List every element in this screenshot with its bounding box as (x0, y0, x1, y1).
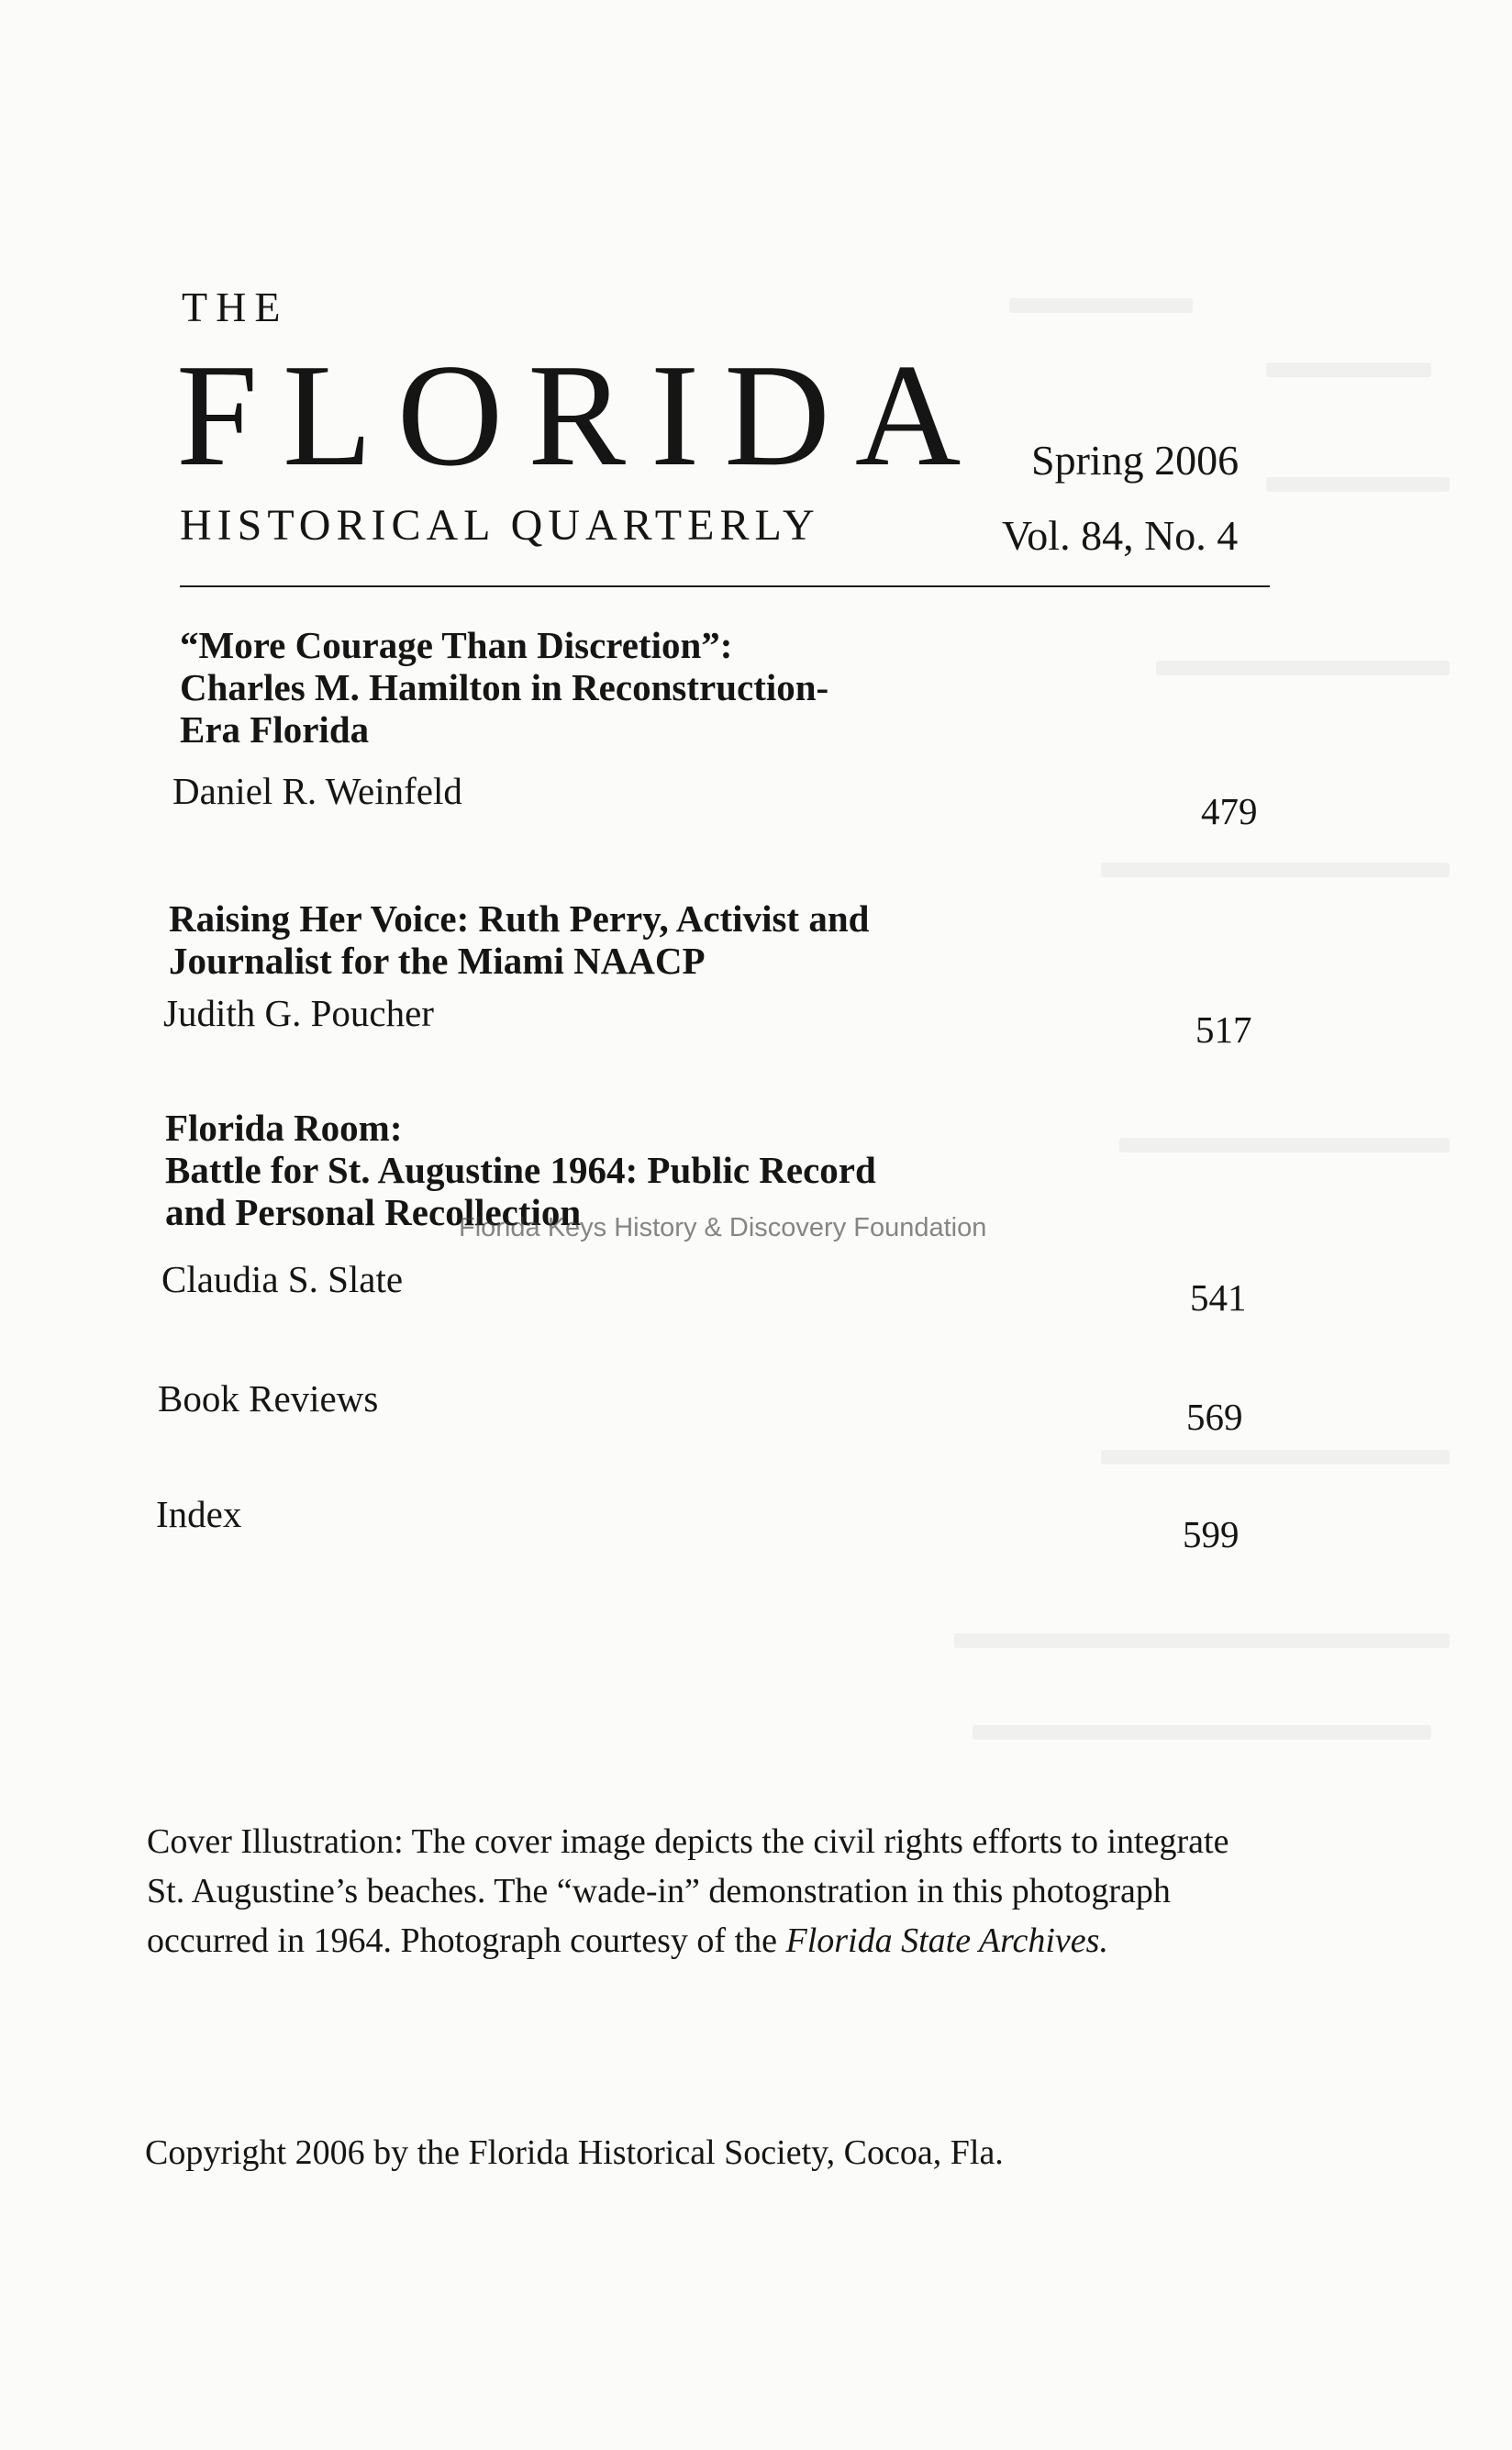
bleed-through-line (1101, 863, 1450, 877)
article-title-line: Florida Room: (165, 1107, 403, 1149)
bleed-through-line (1266, 477, 1450, 492)
article-title (169, 897, 869, 982)
cover-illustration-note (147, 1817, 1257, 1966)
article-page-number: 517 (1195, 1008, 1252, 1051)
bleed-through-line (954, 1633, 1450, 1648)
article-author: Claudia S. Slate (161, 1258, 404, 1300)
article-title-line: Battle for St. Augustine 1964: Public Record (165, 1149, 876, 1191)
masthead-rule (180, 585, 1270, 587)
section-page-number: 599 (1183, 1513, 1240, 1555)
section-page-number: 569 (1186, 1396, 1243, 1438)
article-title-line: Era Florida (180, 708, 370, 751)
issue-volume: Vol. 84, No. 4 (1002, 512, 1239, 559)
section-index: Index (156, 1493, 242, 1535)
bleed-through-line (973, 1725, 1431, 1740)
masthead-title: FLORIDA (176, 333, 986, 496)
bleed-through-line (1009, 298, 1193, 313)
article-title-line: Raising Her Voice: Ruth Perry, Activist and (169, 897, 870, 940)
masthead-the: THE (182, 284, 289, 330)
bleed-through-line (1119, 1138, 1450, 1153)
masthead-subtitle: HISTORICAL QUARTERLY (180, 501, 820, 550)
article-author: Judith G. Poucher (163, 992, 434, 1034)
issue-season: Spring 2006 (1031, 437, 1240, 484)
cover-illustration-credit: Florida State Archives. (785, 1921, 1108, 1960)
article-author: Daniel R. Weinfeld (172, 770, 462, 812)
watermark: Florida Keys History & Discovery Foundation (459, 1213, 987, 1242)
bleed-through-line (1156, 661, 1450, 675)
bleed-through-line (1266, 362, 1431, 377)
bleed-through-line (1101, 1450, 1450, 1464)
article-title-line: “More Courage Than Discretion”: (180, 624, 733, 666)
copyright-notice: Copyright 2006 by the Florida Historical Society, Cocoa, Fla. (145, 2133, 1004, 2172)
article-page-number: 479 (1201, 790, 1258, 832)
section-book-reviews: Book Reviews (158, 1377, 379, 1420)
article-title-line: Charles M. Hamilton in Reconstruction- (180, 666, 829, 708)
article-title (180, 624, 828, 751)
article-page-number: 541 (1190, 1276, 1247, 1319)
article-title-line: and Personal Recollection (165, 1191, 582, 1233)
cover-illustration-text: Cover Illustration: The cover image depicts the civil rights efforts to integrate St. Augustine’s beaches. The “wade-in” demonstration in this photograph occurred in 1964. Photograph courtesy of the (147, 1822, 1229, 1960)
article-title-line: Journalist for the Miami NAACP (169, 940, 706, 982)
